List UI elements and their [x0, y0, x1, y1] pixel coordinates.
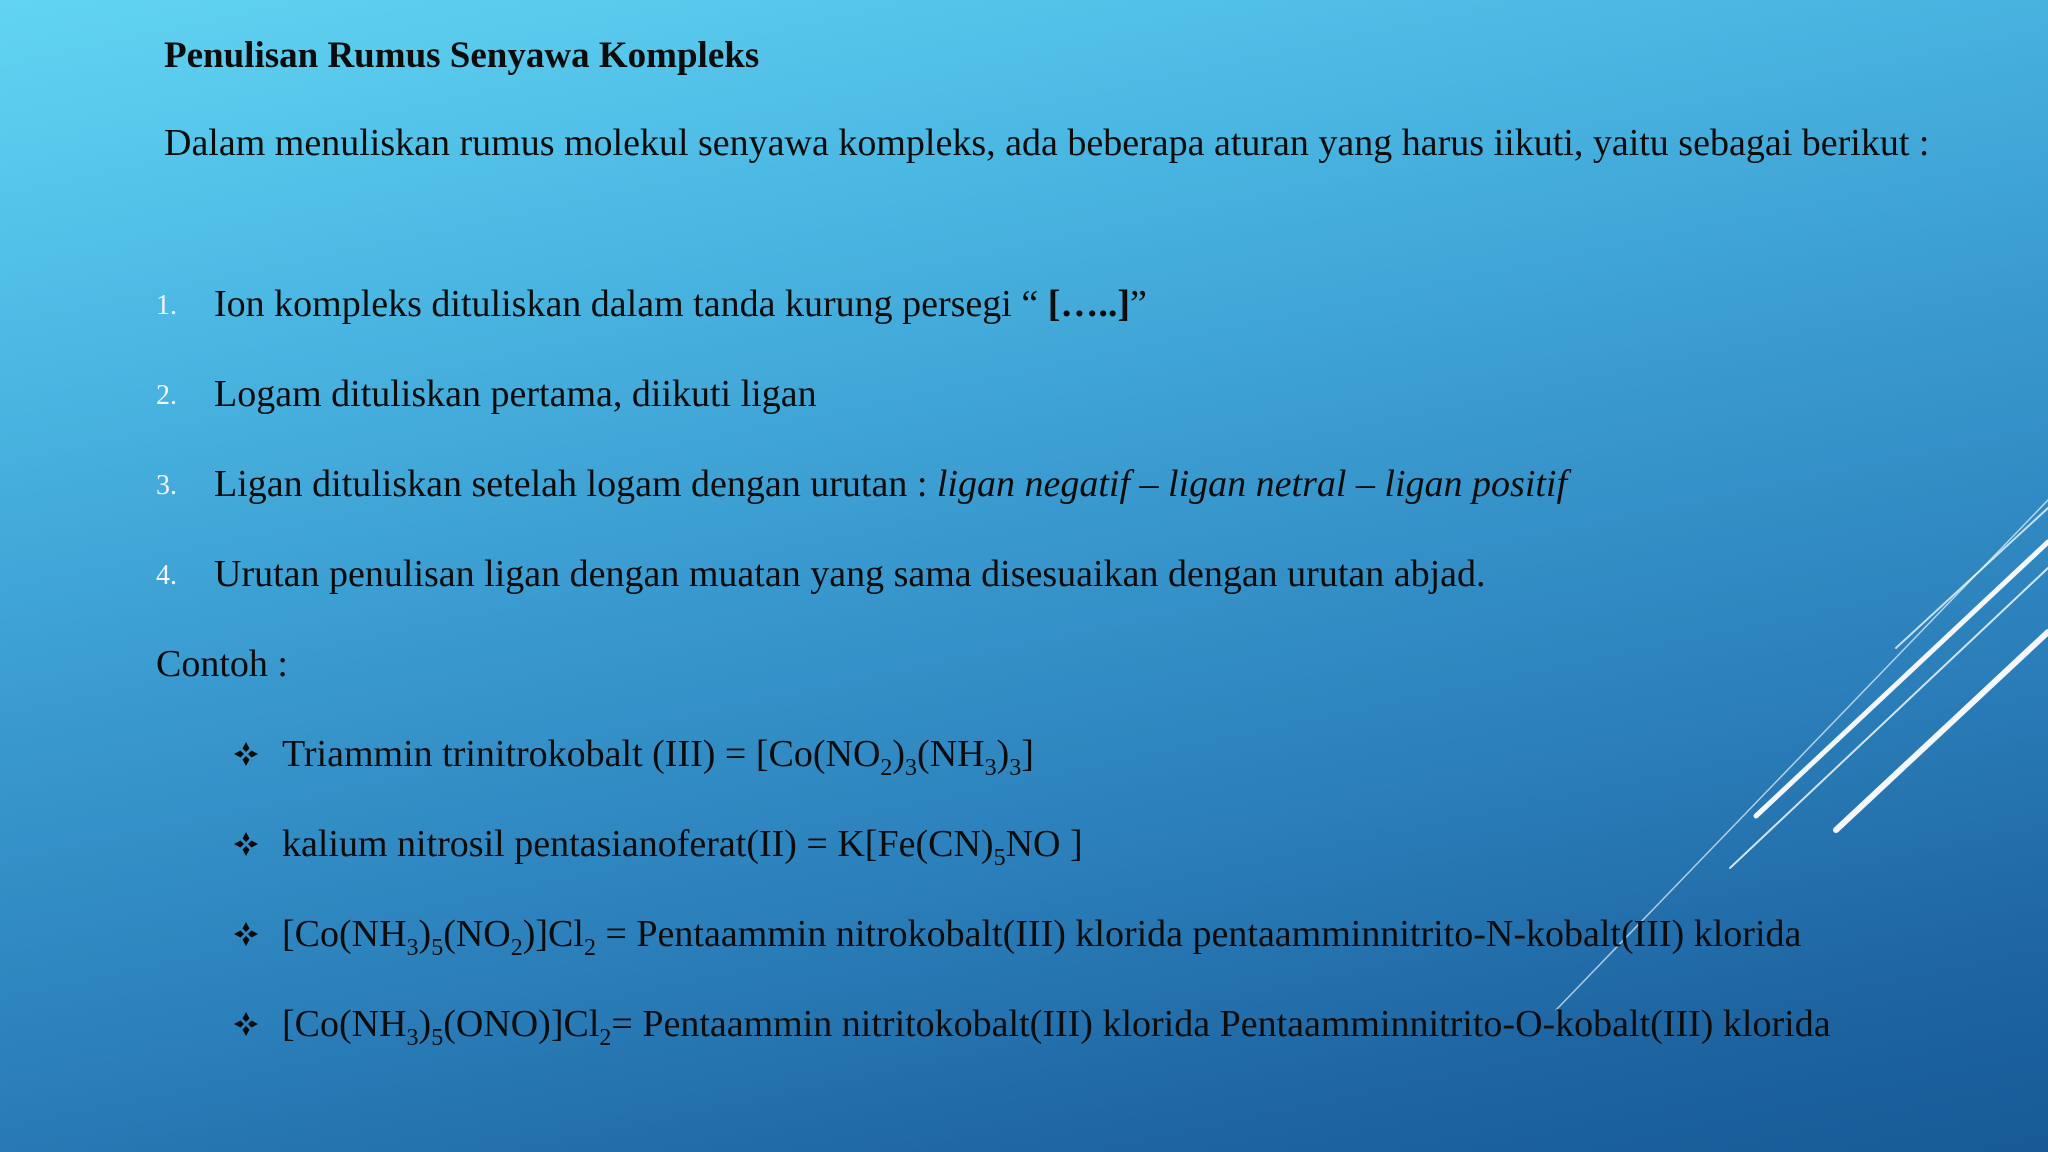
slide-title: Penulisan Rumus Senyawa Kompleks — [164, 35, 760, 76]
formula-text: [Co(NH — [282, 1003, 407, 1045]
ligand-order-text: ligan negatif – ligan netral – ligan positif — [936, 463, 1568, 505]
subscript: 3 — [905, 755, 918, 781]
rule-text: Ion kompleks dituliskan dalam tanda kurung persegi “ […..]” — [214, 283, 1147, 325]
subscript: 2 — [510, 935, 523, 961]
rule-number: 4. — [156, 560, 177, 591]
formula-text: ) — [892, 733, 906, 775]
example-formula — [282, 822, 1083, 871]
subscript: 3 — [406, 935, 419, 961]
formula-text: (NO — [443, 913, 511, 955]
subscript: 3 — [1009, 755, 1022, 781]
subscript: 5 — [993, 845, 1006, 871]
subscript: 2 — [880, 755, 893, 781]
subscript: 3 — [406, 1025, 419, 1051]
formula-text: ) — [418, 1003, 432, 1045]
contoh-label: Contoh : — [156, 643, 288, 685]
formula-text: ) — [996, 733, 1010, 775]
intro-paragraph: Dalam menuliskan rumus molekul senyawa kompleks, ada beberapa aturan yang harus iikuti, yaitu sebagai berikut : — [164, 122, 1930, 164]
formula-text: (ONO)]Cl — [443, 1003, 600, 1045]
formula-text: = Pentaammin nitrokobalt(III) klorida pentaamminnitrito-N-kobalt(III) klorida — [595, 913, 1802, 955]
formula-text: kalium nitrosil pentasianoferat(II) = K[Fe(CN) — [282, 823, 994, 865]
diamond-bullet-icon — [232, 920, 260, 948]
diamond-bullet-icon — [232, 830, 260, 858]
subscript: 5 — [431, 1025, 444, 1051]
subscript: 5 — [431, 935, 444, 961]
example-formula — [282, 912, 1802, 961]
subscript: 3 — [984, 755, 997, 781]
rule-text: Ligan dituliskan setelah logam dengan urutan : ligan negatif – ligan netral – ligan positif — [214, 463, 1568, 505]
rule-number: 1. — [156, 290, 177, 321]
subscript: 2 — [599, 1025, 612, 1051]
diamond-bullet-icon — [232, 1010, 260, 1038]
square-brackets-text: […..] — [1047, 283, 1131, 325]
rule-text: Urutan penulisan ligan dengan muatan yang sama disesuaikan dengan urutan abjad. — [214, 553, 1486, 595]
formula-text: Triammin trinitrokobalt (III) = [Co(NO — [282, 733, 881, 775]
formula-text: ] — [1021, 733, 1034, 775]
example-formula — [282, 732, 1034, 781]
diamond-bullet-icon — [232, 740, 260, 768]
subscript: 2 — [583, 935, 596, 961]
rule-number: 3. — [156, 470, 177, 501]
rule-text: Logam dituliskan pertama, diikuti ligan — [214, 373, 817, 415]
formula-text: = Pentaammin nitritokobalt(III) klorida Pentaamminnitrito-O-kobalt(III) klorida — [611, 1003, 1831, 1045]
rule-number: 2. — [156, 380, 177, 411]
formula-text: ) — [418, 913, 432, 955]
formula-text: [Co(NH — [282, 913, 407, 955]
formula-text: NO ] — [1005, 823, 1083, 865]
formula-text: )]Cl — [522, 913, 584, 955]
formula-text: (NH — [917, 733, 985, 775]
example-formula — [282, 1002, 1831, 1051]
